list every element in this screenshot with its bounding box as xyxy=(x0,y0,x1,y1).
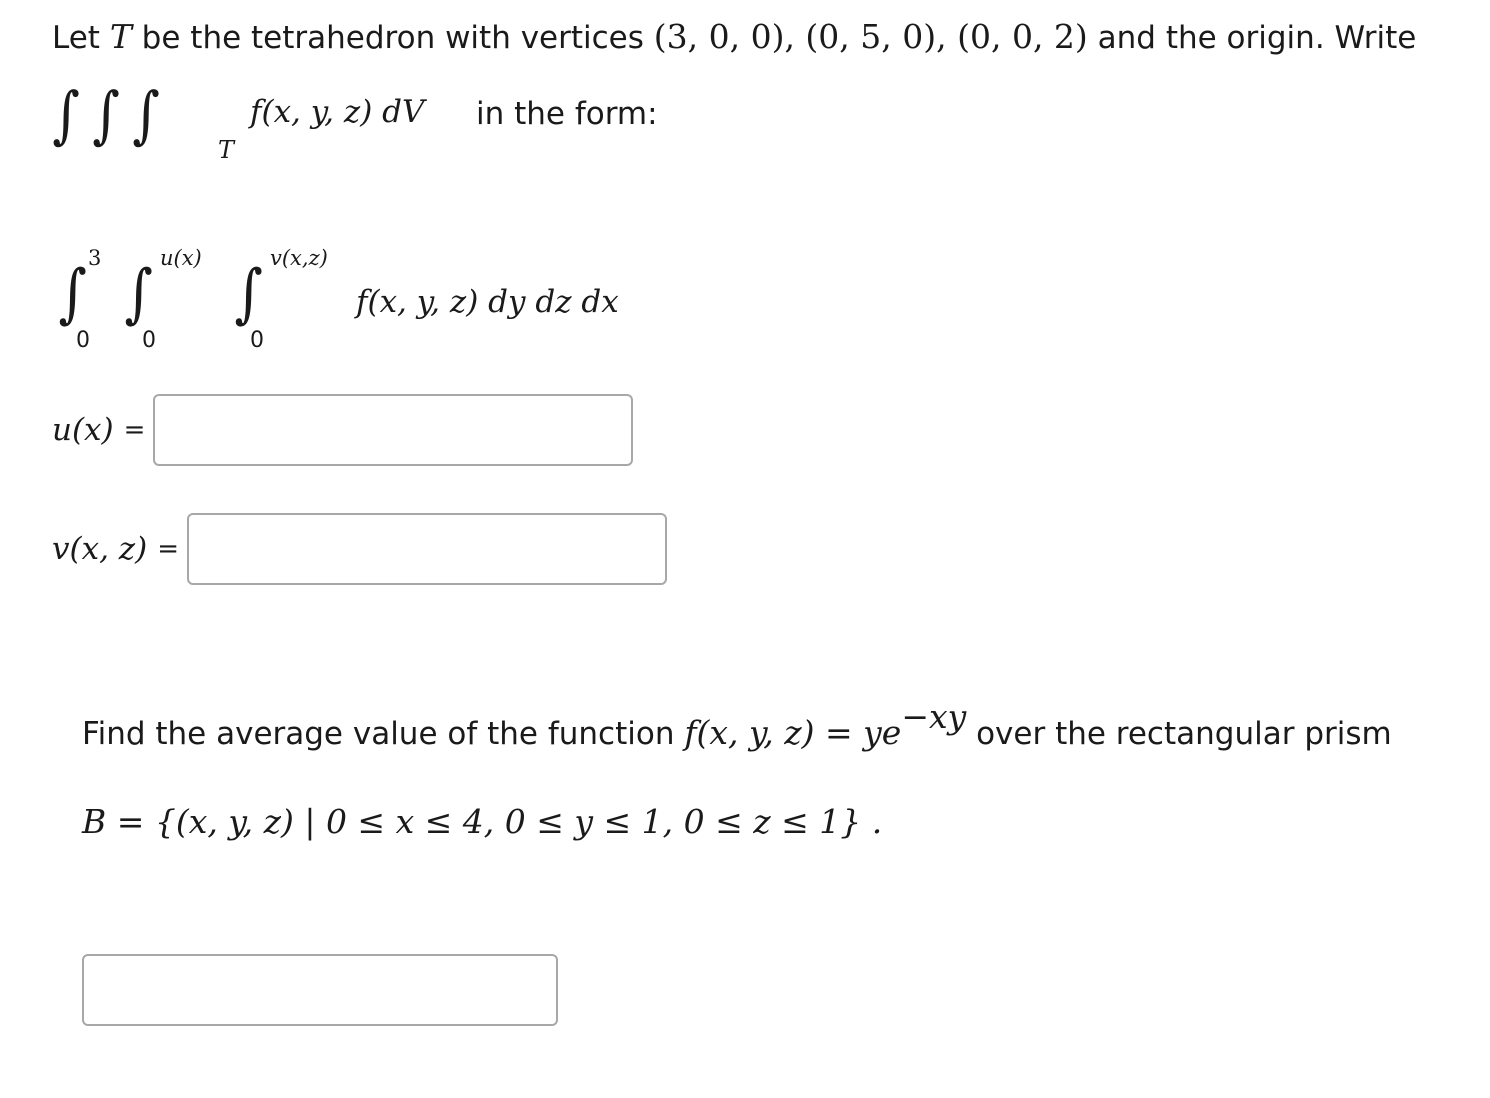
prompt-let: Let xyxy=(52,20,110,56)
u-function-label: u(x) xyxy=(52,412,114,448)
middle-lower-limit: 0 xyxy=(142,328,156,353)
u-answer-input[interactable] xyxy=(153,394,633,466)
integral-sign: ∫ xyxy=(124,257,153,331)
prism-set-definition: B = {(x, y, z) | 0 ≤ x ≤ 4, 0 ≤ y ≤ 1, 0 ≤ z ≤ 1} . xyxy=(82,802,883,841)
integral-sign: ∫ xyxy=(92,78,120,151)
iterated-integrand: f(x, y, z) dy dz dx xyxy=(356,284,619,320)
integral-sign: ∫ xyxy=(58,257,87,331)
answer-row-v xyxy=(52,513,667,585)
answer-row-u xyxy=(52,394,633,466)
middle-upper-limit: u(x) xyxy=(160,246,202,270)
triple-integral-expression xyxy=(50,78,658,164)
rectangular-prism-text: over the rectangular prism xyxy=(966,716,1392,752)
function-exponent: −xy xyxy=(901,697,967,736)
integral-sign: ∫ xyxy=(132,78,160,151)
prompt-vertices-text: be the tetrahedron with vertices xyxy=(131,20,654,56)
in-the-form-text: in the form: xyxy=(476,96,658,132)
v-function-label: v(x, z) xyxy=(52,531,148,567)
outer-upper-limit: 3 xyxy=(88,246,102,270)
outer-lower-limit: 0 xyxy=(76,328,90,353)
question-1-prompt xyxy=(52,17,1417,56)
integral-region-subscript: T xyxy=(218,136,235,164)
integral-sign: ∫ xyxy=(52,78,80,151)
prompt-write-text: and the origin. Write xyxy=(1087,20,1417,56)
iterated-integral-expression xyxy=(50,240,730,360)
vertices-list: (3, 0, 0), (0, 5, 0), (0, 0, 2) xyxy=(653,17,1088,56)
inner-lower-limit: 0 xyxy=(250,328,264,353)
equals-sign: = xyxy=(157,534,180,564)
v-answer-input[interactable] xyxy=(187,513,667,585)
average-value-text: Find the average value of the function xyxy=(82,716,685,752)
inner-upper-limit: v(x,z) xyxy=(270,246,328,270)
equals-sign: = xyxy=(123,415,146,445)
triple-integrand: f(x, y, z) dV xyxy=(250,94,425,130)
integral-sign: ∫ xyxy=(234,257,263,331)
tetrahedron-symbol: T xyxy=(109,17,132,56)
function-definition: f(x, y, z) = ye xyxy=(684,713,902,752)
question-2-prompt xyxy=(82,697,1392,752)
average-value-answer-input[interactable] xyxy=(82,954,558,1026)
